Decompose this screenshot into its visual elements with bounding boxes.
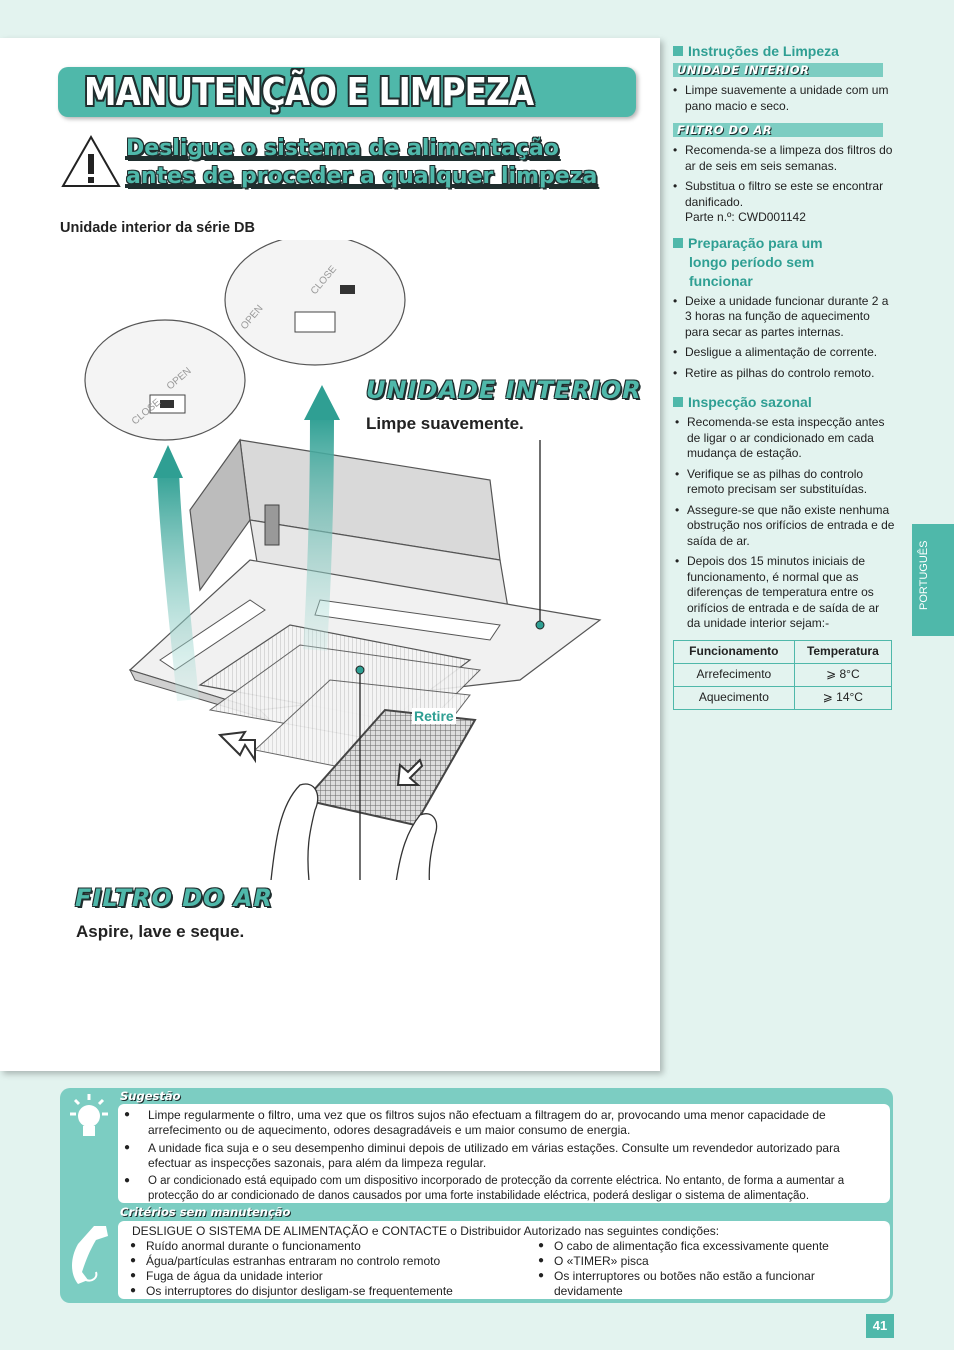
unit-list: [673, 83, 895, 114]
temperature-table: [673, 640, 892, 710]
bullet-icon: ●: [130, 1255, 137, 1266]
part-number: Parte n.º: CWD001142: [685, 210, 806, 224]
seasonal-heading-text: Inspecção sazonal: [688, 394, 812, 410]
prep-heading: [673, 234, 895, 291]
square-bullet-icon: [673, 238, 683, 248]
list-item: • Limpe suavemente a unidade com um pano macio e seco.: [673, 83, 895, 114]
unit-instruction: Limpe suavemente.: [366, 414, 524, 433]
filter-heading: FILTRO DO AR: [75, 884, 273, 912]
prep-heading-line: longo período sem: [689, 253, 815, 270]
criteria-text: Os interruptores ou botões não estão a funcionar devidamente: [554, 1269, 815, 1298]
phone-icon: [66, 1222, 114, 1288]
lightbulb-icon: [66, 1092, 112, 1148]
open-label-2: OPEN: [238, 303, 266, 332]
tip-text: A unidade fica suja e o seu desempenho diminui depois de utilizado em várias estações. Consulte um revendedor autorizado para efectuar as inspecções sazonais, para além da limpeza regular.: [148, 1141, 840, 1170]
warning-line-1: Desligue o sistema de alimentação: [126, 136, 559, 161]
table-header-row: [674, 640, 892, 663]
criteria-box: [118, 1221, 890, 1299]
table-cell: ⩾ 14°C: [794, 686, 891, 709]
table-cell: Aquecimento: [674, 686, 795, 709]
prep-list: [673, 294, 895, 382]
tips-box: [118, 1104, 890, 1203]
bullet-icon: ●: [124, 1175, 131, 1186]
list-item: • Deixe a unidade funcionar durante 2 a 3 horas na função de aquecimento para secar as partes internas.: [673, 294, 895, 341]
retire-label: Retire: [414, 708, 454, 724]
criteria-text: O «TIMER» pisca: [554, 1254, 649, 1268]
criteria-text: Fuga de água da unidade interior: [146, 1269, 323, 1283]
tip-item: [124, 1141, 880, 1170]
list-item: • Verifique se as pilhas do controlo remoto precisam ser substituídas.: [675, 467, 895, 498]
cleaning-heading-text: Instruções de Limpeza: [688, 43, 839, 59]
warning-icon: [60, 134, 122, 190]
criteria-left-list: [130, 1239, 530, 1299]
criteria-item: [538, 1239, 868, 1254]
right-column: [673, 42, 895, 710]
open-label-1: OPEN: [164, 365, 194, 393]
tips-heading: Sugestão: [120, 1089, 181, 1103]
close-label-1: CLOSE: [129, 397, 163, 428]
table-cell: ⩾ 8°C: [794, 663, 891, 686]
criteria-item: [130, 1239, 530, 1254]
table-header: Funcionamento: [674, 640, 795, 663]
page-title: MANUTENÇÃO E LIMPEZA: [84, 70, 534, 114]
criteria-text: Água/partículas estranhas entraram no controlo remoto: [146, 1254, 441, 1268]
close-label-2: CLOSE: [308, 263, 340, 297]
warning-line-2: antes de proceder a qualquer limpeza: [126, 164, 598, 189]
bullet-icon: ●: [538, 1255, 545, 1266]
criteria-item: [130, 1269, 530, 1284]
table-row: [674, 663, 892, 686]
seasonal-list: [673, 415, 895, 632]
table-row: [674, 686, 892, 709]
bullet-icon: ●: [538, 1240, 545, 1251]
list-item: • Desligue a alimentação de corrente.: [673, 345, 895, 361]
series-label: Unidade interior da série DB: [60, 220, 255, 236]
unit-heading: UNIDADE INTERIOR: [366, 376, 642, 404]
criteria-intro: DESLIGUE O SISTEMA DE ALIMENTAÇÃO e CONTACTE o Distribuidor Autorizado nas seguintes condições:: [132, 1224, 720, 1238]
cleaning-heading: [673, 42, 895, 61]
list-item: • Recomenda-se a limpeza dos filtros do ar de seis em seis semanas.: [673, 143, 895, 174]
filter-subheading: FILTRO DO AR: [673, 123, 883, 137]
criteria-item: [538, 1254, 868, 1269]
list-item: • Retire as pilhas do controlo remoto.: [673, 366, 895, 382]
list-item: • Depois dos 15 minutos iniciais de funcionamento, é normal que as diferenças de temperatura entre os orifícios de entrada e de saída de ar da unidade interior sejam:-: [675, 554, 895, 632]
criteria-heading: Critérios sem manutenção: [120, 1205, 291, 1219]
criteria-item: [538, 1269, 854, 1298]
language-label: PORTUGUÊS: [918, 540, 930, 610]
page-number: 41: [866, 1314, 894, 1338]
list-item: • Recomenda-se esta inspecção antes de ligar o ar condicionado em cada mudança de estação.: [675, 415, 895, 462]
bullet-icon: ●: [124, 1109, 131, 1120]
criteria-item: [130, 1254, 530, 1269]
prep-heading-line: funcionar: [689, 272, 753, 289]
table-header: Temperatura: [794, 640, 891, 663]
table-cell: Arrefecimento: [674, 663, 795, 686]
criteria-text: Os interruptores do disjuntor desligam-se frequentemente: [146, 1284, 453, 1298]
bullet-icon: ●: [124, 1142, 131, 1153]
filter-list: [673, 143, 895, 226]
square-bullet-icon: [673, 397, 683, 407]
criteria-text: Ruído anormal durante o funcionamento: [146, 1239, 361, 1253]
prep-heading-line: Preparação para um: [688, 234, 823, 251]
tip-item: [124, 1174, 880, 1203]
indoor-unit-illustration: [60, 240, 660, 880]
tip-text: Limpe regularmente o filtro, uma vez que os filtros sujos não efectuam a filtragem do ar, provocando uma menor capacidade de arrefecimento ou de aquecimento, odores desagradáveis e um maior consumo de energia.: [148, 1108, 826, 1137]
tip-text: O ar condicionado está equipado com um dispositivo incorporado de protecção da corrente eléctrica. No entanto, de forma a aumentar a protecção do ar condicionado de danos causados por uma forte instabilidade eléctrica, poderá desligar o sistema de alimentação.: [148, 1175, 845, 1202]
square-bullet-icon: [673, 46, 683, 56]
list-item: • Substitua o filtro se este se encontrar danificado.: [673, 179, 895, 210]
criteria-text: O cabo de alimentação fica excessivamente quente: [554, 1239, 829, 1253]
bullet-icon: ●: [538, 1270, 545, 1281]
criteria-item: [130, 1284, 530, 1299]
bullet-icon: ●: [130, 1240, 137, 1251]
bullet-icon: ●: [130, 1270, 137, 1281]
list-item: • Assegure-se que não existe nenhuma obstrução nos orifícios de entrada e de saída de ar.: [675, 503, 895, 550]
tip-item: [124, 1108, 880, 1137]
bullet-icon: ●: [130, 1285, 137, 1296]
criteria-right-list: [538, 1239, 868, 1299]
filter-instruction: Aspire, lave e seque.: [76, 922, 245, 941]
unit-subheading: UNIDADE INTERIOR: [673, 63, 883, 77]
seasonal-heading: [673, 393, 895, 412]
